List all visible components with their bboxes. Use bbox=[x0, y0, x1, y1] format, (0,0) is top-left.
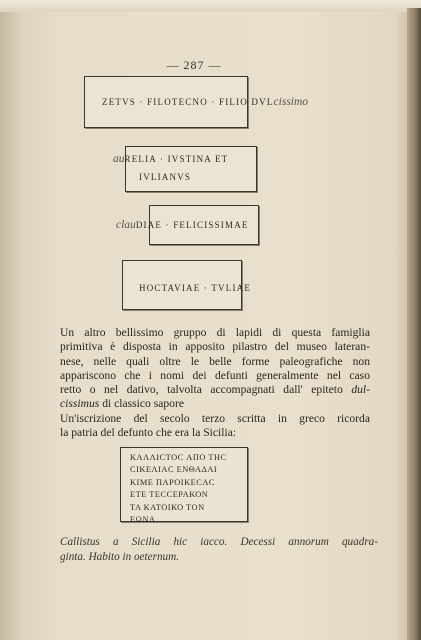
inscription-3-prefix: clau bbox=[116, 219, 136, 231]
paragraph-2 bbox=[60, 412, 370, 441]
inscription-2-prefix: au bbox=[113, 153, 125, 165]
inscription-2-caps-line2: IVLIANVS bbox=[139, 172, 192, 182]
paragraph-1-line-5-wrap bbox=[60, 383, 370, 397]
paragraph-2-line-2: la patria del defunto che era la Sicilia: bbox=[60, 426, 237, 440]
page-top-edge bbox=[0, 0, 421, 12]
paragraph-1-italic-cissimus: cissimus bbox=[60, 397, 100, 411]
inscription-1-caps: ZETVS · FILOTECNO · FILIO DVL bbox=[102, 97, 274, 107]
translation-line-2: ginta. Habito in oeternum. bbox=[60, 551, 180, 563]
inscription-2-line2 bbox=[139, 167, 191, 185]
inscription-3-text bbox=[116, 215, 249, 233]
paragraph-1-italic-dul: dul- bbox=[351, 383, 370, 397]
inscription-2-text bbox=[113, 149, 228, 167]
inscription-4-caps: HOCTAVIAE · TVLIAE bbox=[139, 283, 252, 293]
inscription-3-caps: DIAE · FELICISSIMAE bbox=[135, 220, 249, 230]
inscription-4-text bbox=[139, 278, 251, 296]
paragraph-1-line-1: Un altro bellissimo gruppo di lapidi di questa famiglia bbox=[60, 326, 370, 339]
book-binding-edge bbox=[407, 8, 421, 640]
paragraph-2-line-1: Un'iscrizione del secolo terzo scritta in greco ricorda bbox=[60, 412, 370, 425]
page-number: — 287 — bbox=[166, 58, 222, 72]
paragraph-1-line-6: di classico sapore bbox=[99, 397, 184, 411]
inscription-1-suffix: cissimo bbox=[273, 96, 309, 108]
greek-line-1: ΚΑΛΛΙCΤΟC ΑΠΟ ΤΗC bbox=[130, 453, 227, 462]
greek-inscription-tablet bbox=[120, 447, 248, 525]
inscription-1-text bbox=[102, 92, 308, 110]
paragraph-1-line-3: nese, nelle quali oltre le belle forme paleografiche non bbox=[60, 354, 370, 368]
greek-line-2: CΙΚΕΛΙΑC ΕΝΘΑΔΑΙ bbox=[130, 465, 218, 475]
paragraph-1-line-2: primitiva è disposta in apposito pilastro del museo lateran- bbox=[60, 340, 370, 354]
latin-translation bbox=[60, 535, 378, 565]
greek-line-3: ΚΙΜΕ ΠΑΡΟΙΚΕCΑC bbox=[130, 477, 215, 487]
paragraph-1-line-5: retto o nel dativo, talvolta accompagnati dall' epiteto bbox=[60, 383, 352, 397]
paragraph-1-line-6-wrap bbox=[60, 397, 370, 411]
greek-line-5: ΤΑ ΚΑΤΟΙΚΟ ΤΟΝ bbox=[130, 502, 205, 512]
paragraph-1-line-4: appariscono che i nomi dei defunti generalmente nel caso bbox=[60, 368, 370, 382]
translation-line-1: Callistus a Sicilia hic iacco. Decessi annorum quadra- bbox=[60, 536, 378, 548]
paragraph-1 bbox=[60, 326, 370, 412]
greek-line-6: ΕΩΝΑ bbox=[130, 515, 156, 525]
greek-line-4: ΕΤΕ ΤΕCCΕΡΑΚΟΝ bbox=[130, 490, 209, 500]
inscription-2-caps: RELIA · IVSTINA ET bbox=[124, 154, 229, 164]
